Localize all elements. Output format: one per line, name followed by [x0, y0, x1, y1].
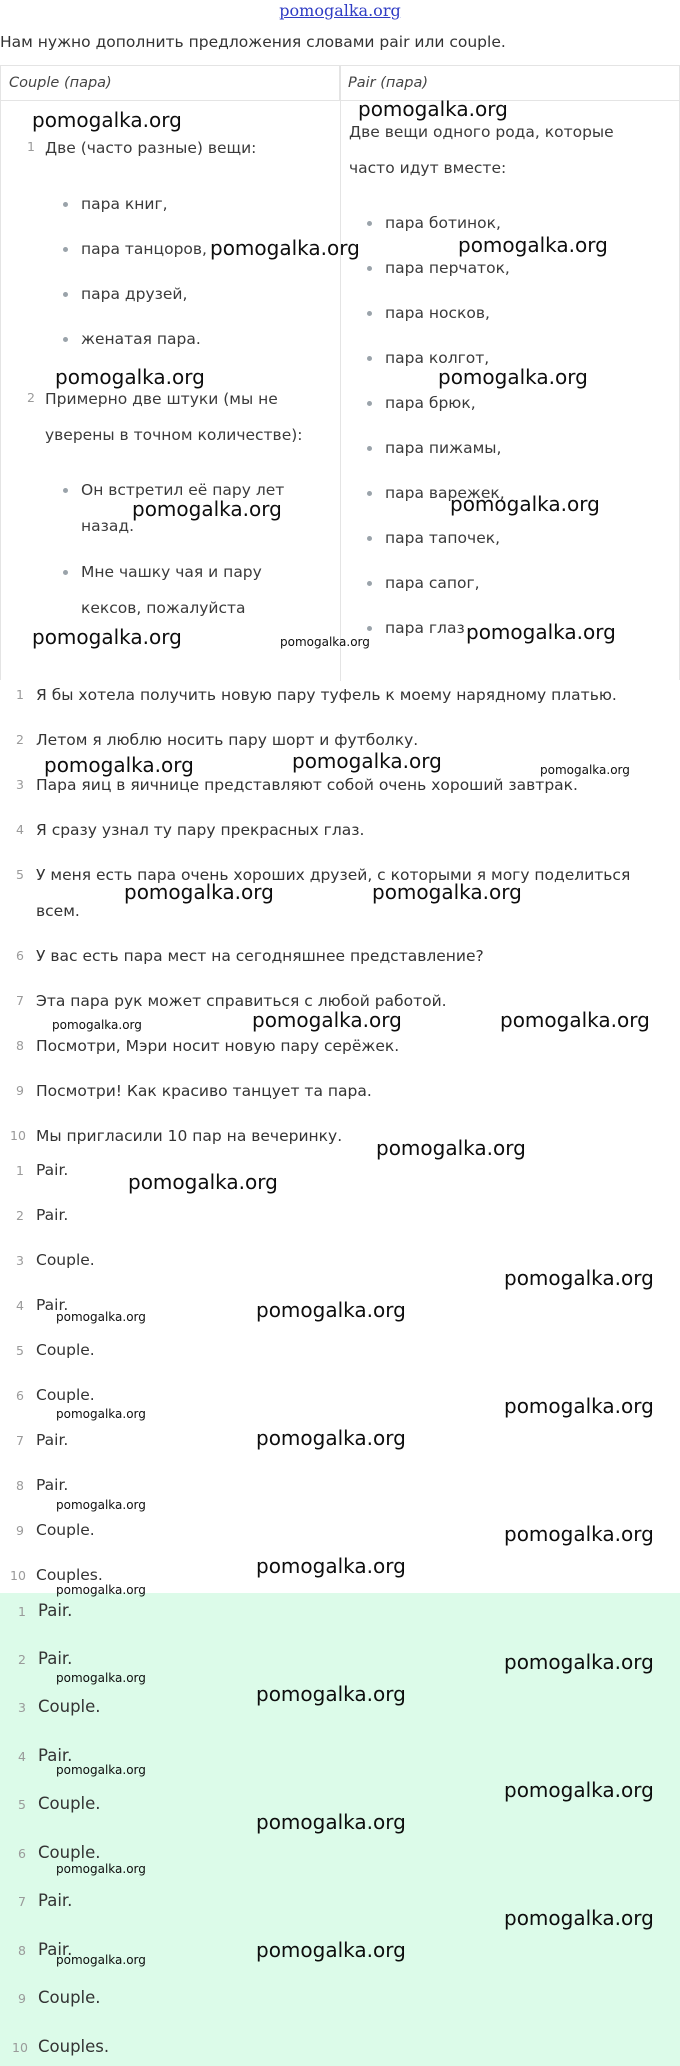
exercise-sentence: Я сразу узнал ту пару прекрасных глаз. — [36, 821, 365, 839]
answer-number: 10 — [10, 1568, 26, 1583]
answer-text: Pair. — [38, 1891, 73, 1910]
watermark: pomogalka.org — [256, 1938, 406, 1962]
watermark: pomogalka.org — [500, 1008, 650, 1032]
answer-text: Pair. — [36, 1206, 69, 1224]
exercise-sentence: Летом я люблю носить пару шорт и футболку. — [36, 731, 419, 749]
exercise-sentence: У меня есть пара очень хороших друзей, с которыми я могу поделиться — [36, 866, 631, 884]
site-logo[interactable]: pomogalka.org — [279, 1, 401, 20]
pair-example: пара брюк, — [385, 394, 476, 412]
sentence-number: 1 — [16, 687, 24, 702]
couple-example-sentence-2-cont: кексов, пожалуйста — [81, 599, 246, 617]
bullet-icon — [367, 446, 372, 451]
bullet-icon — [367, 491, 372, 496]
bullet-icon — [63, 488, 68, 493]
answer-number: 5 — [16, 1343, 24, 1358]
answer-text: Pair. — [36, 1476, 69, 1494]
watermark: pomogalka.org — [56, 1310, 146, 1324]
answer-number: 5 — [18, 1797, 26, 1812]
couple-example: пара друзей, — [81, 285, 188, 303]
answer-number: 3 — [16, 1253, 24, 1268]
watermark: pomogalka.org — [252, 1008, 402, 1032]
pair-example: пара тапочек, — [385, 529, 501, 547]
answer-text: Pair. — [36, 1431, 69, 1449]
answer-text: Pair. — [38, 1649, 73, 1668]
bullet-icon — [367, 626, 372, 631]
watermark: pomogalka.org — [504, 1394, 654, 1418]
answer-text: Couples. — [38, 2037, 110, 2056]
watermark: pomogalka.org — [52, 1018, 142, 1032]
bullet-icon — [367, 581, 372, 586]
watermark: pomogalka.org — [56, 1583, 146, 1597]
bullet-icon — [63, 247, 68, 252]
watermark: pomogalka.org — [466, 620, 616, 644]
couple-definition-1: Две (часто разные) вещи: — [45, 139, 257, 157]
pair-example: пара ботинок, — [385, 214, 501, 232]
watermark: pomogalka.org — [504, 1266, 654, 1290]
exercise-sentence: У вас есть пара мест на сегодняшнее представление? — [36, 947, 484, 965]
couple-example: пара книг, — [81, 195, 168, 213]
answer-number: 2 — [16, 1208, 24, 1223]
sentence-number: 3 — [16, 777, 24, 792]
watermark: pomogalka.org — [256, 1426, 406, 1450]
pair-example: пара носков, — [385, 304, 490, 322]
watermark: pomogalka.org — [504, 1522, 654, 1546]
bullet-icon — [367, 266, 372, 271]
watermark: pomogalka.org — [256, 1682, 406, 1706]
pair-example: пара глаз — [385, 619, 465, 637]
couple-example-sentence-1-cont: назад. — [81, 517, 135, 535]
exercise-sentence: Эта пара рук может справиться с любой работой. — [36, 992, 447, 1010]
bullet-icon — [63, 292, 68, 297]
answer-number: 3 — [18, 1700, 26, 1715]
watermark: pomogalka.org — [372, 880, 522, 904]
bullet-icon — [63, 202, 68, 207]
pair-example: пара пижамы, — [385, 439, 502, 457]
pair-example: пара сапог, — [385, 574, 480, 592]
answer-number: 1 — [16, 1163, 24, 1178]
pair-example: пара перчаток, — [385, 259, 510, 277]
answer-number: 4 — [16, 1298, 24, 1313]
watermark: pomogalka.org — [458, 233, 608, 257]
exercise-sentence: Посмотри! Как красиво танцует та пара. — [36, 1082, 372, 1100]
answer-number: 10 — [12, 2040, 28, 2055]
sentence-number: 5 — [16, 867, 24, 882]
pair-column-header: Pair (пара) — [340, 66, 680, 101]
watermark: pomogalka.org — [438, 365, 588, 389]
watermark: pomogalka.org — [56, 1671, 146, 1685]
exercise-sentence: Пара яиц в яичнице представляют собой очень хороший завтрак. — [36, 776, 578, 794]
bullet-icon — [367, 356, 372, 361]
couple-definition-2-line1: Примерно две штуки (мы не — [45, 390, 278, 408]
answer-number: 8 — [16, 1478, 24, 1493]
answer-text: Couple. — [36, 1341, 95, 1359]
watermark: pomogalka.org — [292, 749, 442, 773]
watermark: pomogalka.org — [450, 492, 600, 516]
watermark: pomogalka.org — [280, 635, 370, 649]
answer-text: Pair. — [38, 1940, 73, 1959]
watermark: pomogalka.org — [56, 1953, 146, 1967]
answer-text: Couple. — [36, 1521, 95, 1539]
watermark: pomogalka.org — [358, 97, 508, 121]
sentence-number: 8 — [16, 1038, 24, 1053]
watermark: pomogalka.org — [256, 1810, 406, 1834]
answer-number: 7 — [16, 1433, 24, 1448]
couple-column-header: Couple (пара) — [1, 66, 340, 101]
pair-example: пара варежек, — [385, 484, 505, 502]
answer-text: Pair. — [36, 1296, 69, 1314]
answer-text: Couple. — [38, 1988, 101, 2007]
bullet-icon — [367, 311, 372, 316]
sentence-number: 2 — [16, 732, 24, 747]
watermark: pomogalka.org — [504, 1650, 654, 1674]
watermark: pomogalka.org — [210, 236, 360, 260]
bullet-icon — [367, 536, 372, 541]
watermark: pomogalka.org — [32, 108, 182, 132]
answer-text: Couple. — [38, 1697, 101, 1716]
sentence-number: 4 — [16, 822, 24, 837]
watermark: pomogalka.org — [256, 1298, 406, 1322]
exercise-sentence-cont: всем. — [36, 902, 80, 920]
bullet-icon — [367, 401, 372, 406]
answer-number: 9 — [16, 1523, 24, 1538]
watermark: pomogalka.org — [124, 880, 274, 904]
answer-text: Pair. — [38, 1601, 73, 1620]
answer-text: Couple. — [36, 1251, 95, 1269]
pair-example: пара колгот, — [385, 349, 490, 367]
couple-example-sentence-1: Он встретил её пару лет — [81, 481, 285, 499]
couple-definition-2-line2: уверены в точном количестве): — [45, 426, 303, 444]
answer-text: Pair. — [38, 1746, 73, 1765]
couple-example: женатая пара. — [81, 330, 201, 348]
exercise-sentence: Мы пригласили 10 пар на вечеринку. — [36, 1127, 343, 1145]
watermark: pomogalka.org — [56, 1763, 146, 1777]
watermark: pomogalka.org — [55, 365, 205, 389]
task-intro: Нам нужно дополнить предложения словами pair или couple. — [0, 33, 506, 51]
def-number: 2 — [27, 390, 35, 405]
answer-number: 6 — [16, 1388, 24, 1403]
bullet-icon — [63, 570, 68, 575]
watermark: pomogalka.org — [376, 1136, 526, 1160]
answer-number: 6 — [18, 1846, 26, 1861]
couple-example: пара танцоров, — [81, 240, 207, 258]
sentence-number: 7 — [16, 993, 24, 1008]
watermark: pomogalka.org — [504, 1778, 654, 1802]
pair-definition-line2: часто идут вместе: — [349, 159, 507, 177]
pair-definition-line1: Две вещи одного рода, которые — [349, 123, 614, 141]
sentence-number: 6 — [16, 948, 24, 963]
couple-example-sentence-2: Мне чашку чая и пару — [81, 563, 262, 581]
answer-text: Pair. — [36, 1161, 69, 1179]
bullet-icon — [63, 337, 68, 342]
answer-text: Couple. — [38, 1794, 101, 1813]
answer-number: 8 — [18, 1943, 26, 1958]
answer-number: 9 — [18, 1991, 26, 2006]
column-divider — [340, 66, 341, 681]
sentence-number: 9 — [16, 1083, 24, 1098]
watermark: pomogalka.org — [540, 763, 630, 777]
answer-number: 1 — [18, 1604, 26, 1619]
watermark: pomogalka.org — [44, 753, 194, 777]
exercise-sentence: Я бы хотела получить новую пару туфель к моему нарядному платью. — [36, 686, 617, 704]
answer-number: 7 — [18, 1894, 26, 1909]
def-number: 1 — [27, 139, 35, 154]
exercise-sentence: Посмотри, Мэри носит новую пару серёжек. — [36, 1037, 400, 1055]
watermark: pomogalka.org — [32, 625, 182, 649]
watermark: pomogalka.org — [56, 1862, 146, 1876]
answer-number: 2 — [18, 1652, 26, 1667]
answer-number: 4 — [18, 1749, 26, 1764]
sentence-number: 10 — [10, 1128, 26, 1143]
watermark: pomogalka.org — [56, 1498, 146, 1512]
answer-text: Couples. — [36, 1566, 103, 1584]
watermark: pomogalka.org — [128, 1170, 278, 1194]
answer-text: Couple. — [38, 1843, 101, 1862]
watermark: pomogalka.org — [132, 497, 282, 521]
answer-text: Couple. — [36, 1386, 95, 1404]
watermark: pomogalka.org — [56, 1407, 146, 1421]
bullet-icon — [367, 221, 372, 226]
watermark: pomogalka.org — [256, 1554, 406, 1578]
watermark: pomogalka.org — [504, 1906, 654, 1930]
